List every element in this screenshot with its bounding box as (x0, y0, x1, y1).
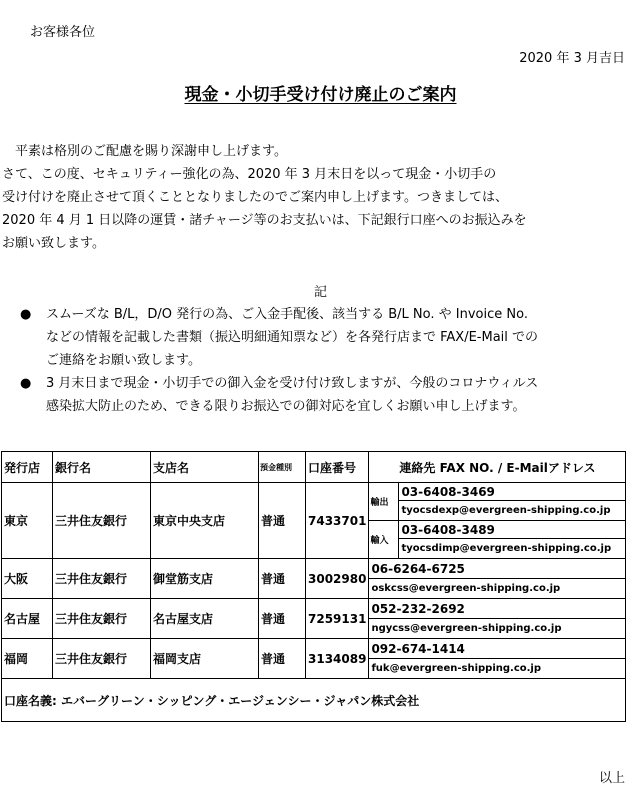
bank-cell: 三井住友銀行 (53, 599, 151, 639)
type-cell: 普通 (259, 639, 306, 679)
contact-fax: 06-6264-6725 (369, 559, 626, 579)
table-row-nagoya (2, 599, 626, 619)
title-text: 現金・小切手受け付け廃止のご案内 (184, 85, 457, 105)
closing: 以上 (598, 771, 625, 786)
note-line: 感染拡大防止のため、できる限りお振込での御対応を宜しくお願い申し上げます。 (46, 399, 526, 414)
contact-mail: ngycss@evergreen-shipping.co.jp (369, 619, 626, 639)
header-office: 発行店 (2, 452, 53, 483)
note-line: などの情報を記載した書類（振込明細通知票など）を各発行店まで FAX/E-Mail での (46, 330, 539, 345)
export-label: 輸出 (369, 483, 399, 521)
account-cell: 3002980 (306, 559, 369, 599)
account-holder-row (2, 679, 626, 722)
account-cell: 7259131 (306, 599, 369, 639)
note-line: ご連絡をお願い致します。 (46, 353, 201, 368)
contact-fax: 092-674-1414 (369, 639, 626, 659)
body-line: お願い致します。 (2, 236, 105, 251)
notes-list (20, 303, 632, 418)
branch-cell: 福岡支店 (151, 639, 259, 679)
body-text (2, 140, 632, 255)
contact-fax: 052-232-2692 (369, 599, 626, 619)
body-line: 受け付けを廃止させて頂くこととなりましたのでご案内申し上げます。つきましては、 (2, 190, 508, 205)
account-cell: 7433701 (306, 483, 369, 559)
header-deposit-type: 預金種別 (259, 452, 306, 483)
table-header-row (2, 452, 626, 483)
table-row-osaka (2, 559, 626, 579)
account-holder: 口座名義: エバーグリーン・シッピング・エージェンシー・ジャパン株式会社 (2, 679, 626, 722)
office-cell: 大阪 (2, 559, 53, 599)
import-label: 輸入 (369, 521, 399, 559)
office-cell: 東京 (2, 483, 53, 559)
header-account-number: 口座番号 (306, 452, 369, 483)
addressee: お客様各位 (30, 25, 96, 40)
header-contact: 連絡先 FAX NO. / E-Mailアドレス (369, 452, 626, 483)
note-line: スムーズな B/L，D/O 発行の為、ご入金手配後、該当する B/L No. や Invoice No. (46, 307, 528, 322)
table-row-tokyo (2, 483, 626, 501)
bullet-icon: ● (20, 376, 32, 391)
bank-cell: 三井住友銀行 (53, 483, 151, 559)
contact-mail: fuk@evergreen-shipping.co.jp (369, 659, 626, 679)
note-item (20, 303, 632, 372)
note-line: 3 月末日まで現金・小切手での御入金を受け付け致しますが、今般のコロナウィルス (46, 376, 539, 391)
header-branch: 支店名 (151, 452, 259, 483)
body-line: さて、この度、セキュリティー強化の為、2020 年 3 月末日を以って現金・小切手の (2, 167, 497, 182)
office-cell: 福岡 (2, 639, 53, 679)
type-cell: 普通 (259, 599, 306, 639)
bank-cell: 三井住友銀行 (53, 639, 151, 679)
import-mail: tyocsdimp@evergreen-shipping.co.jp (399, 539, 626, 559)
document-date: 2020 年 3 月吉日 (519, 51, 625, 66)
bank-cell: 三井住友銀行 (53, 559, 151, 599)
bank-account-table (1, 451, 626, 722)
contact-mail: oskcss@evergreen-shipping.co.jp (369, 579, 626, 599)
note-item (20, 372, 632, 418)
bullet-icon: ● (20, 307, 32, 322)
notes-heading: 記 (313, 285, 327, 300)
branch-cell: 御堂筋支店 (151, 559, 259, 599)
branch-cell: 東京中央支店 (151, 483, 259, 559)
body-line: 平素は格別のご配慮を賜り深謝申し上げます。 (2, 144, 287, 159)
export-fax: 03-6408-3469 (399, 483, 626, 501)
type-cell: 普通 (259, 483, 306, 559)
body-line: 2020 年 4 月 1 日以降の運賃・諸チャージ等のお支払いは、下記銀行口座へのお振込みを (2, 213, 527, 228)
type-cell: 普通 (259, 559, 306, 599)
office-cell: 名古屋 (2, 599, 53, 639)
account-cell: 3134089 (306, 639, 369, 679)
branch-cell: 名古屋支店 (151, 599, 259, 639)
document-title (0, 80, 641, 105)
table-row-fukuoka (2, 639, 626, 659)
export-mail: tyocsdexp@evergreen-shipping.co.jp (399, 501, 626, 521)
import-fax: 03-6408-3489 (399, 521, 626, 539)
header-bank: 銀行名 (53, 452, 151, 483)
